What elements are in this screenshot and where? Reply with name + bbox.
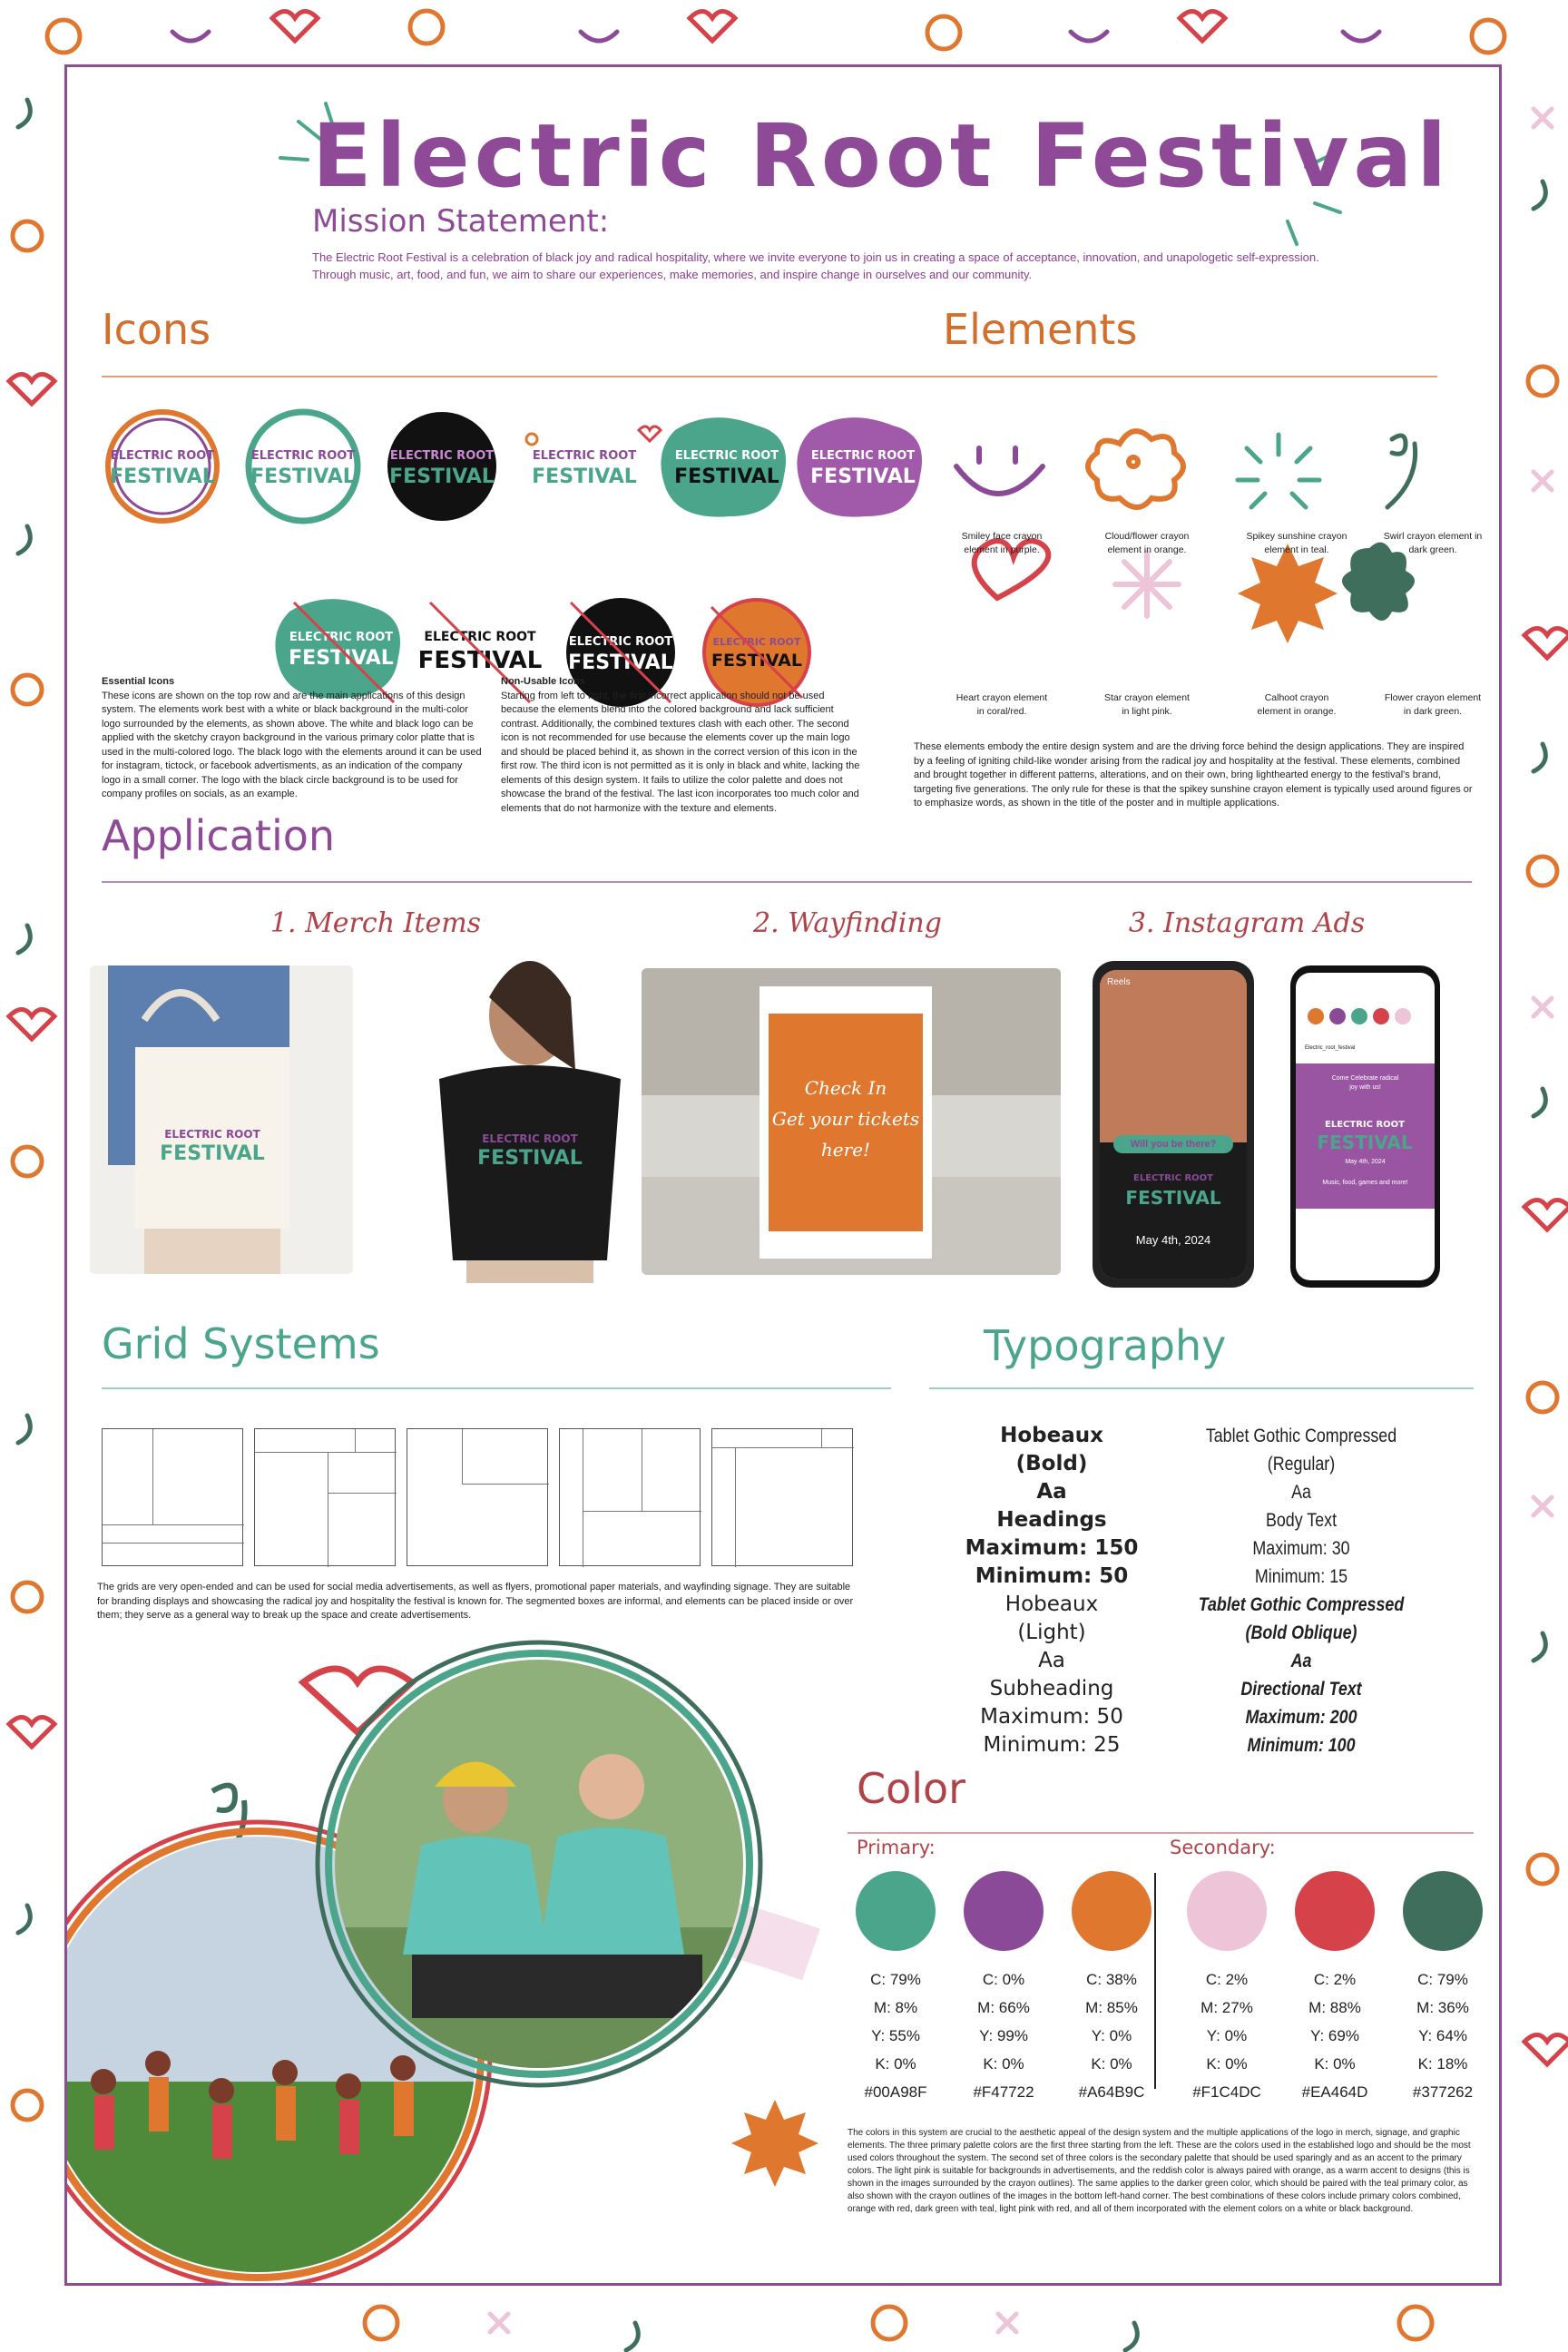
svg-text:ELECTRIC ROOT: ELECTRIC ROOT [532, 449, 637, 463]
elements-rule [938, 376, 1437, 377]
grid-rule [102, 1387, 891, 1389]
star-icon [1115, 553, 1179, 616]
swatch-m-value: M: 36% [1416, 1999, 1469, 2016]
logo-icon-black-circle [387, 412, 496, 521]
swatch-k-value: K: 0% [1091, 2055, 1132, 2073]
svg-text:FESTIVAL: FESTIVAL [250, 466, 356, 488]
swatch-y-value: Y: 0% [1206, 2027, 1248, 2044]
tablet-gothic-regular-spec: Tablet Gothic Compressed (Regular) Aa Body Text Maximum: 30 Minimum: 15 [1205, 1426, 1397, 1587]
swatch-c-value: C: 79% [870, 1971, 921, 1988]
poster-board [64, 64, 1502, 2286]
svg-text:ELECTRIC ROOT: ELECTRIC ROOT [482, 1132, 578, 1145]
svg-text:ELECTRIC ROOT: ELECTRIC ROOT [164, 1128, 260, 1141]
swatch-label-value: #F47722 [973, 2083, 1034, 2101]
story-question: Will you be there? [1113, 1135, 1233, 1153]
svg-text:FESTIVAL: FESTIVAL [674, 466, 779, 488]
swatch-m-value: M: 8% [873, 1999, 918, 2016]
color-swatch-circle [1295, 1871, 1375, 1951]
application-rule [102, 881, 1472, 883]
elements-text: These elements embody the entire design system and are the driving force behind the design applications. They are inspired by a feeling of igniting child-like wonder arising from the radical joy and hospitality at the festival. These elements, combined and brought together in different patterns, alterations, and on their own, bring lighthearted energy to the festival's brand, targeting five generations. The only rule for these is that the spikey sunshine crayon element is typically used around figures or to emphasize words, as shown in the title of the poster and in multiple applications. [914, 741, 1473, 808]
swatch-k-value: K: 0% [1206, 2055, 1248, 2073]
element-caption-8: Flower crayon element in dark green. [1384, 692, 1482, 717]
svg-text:ELECTRIC ROOT: ELECTRIC ROOT [424, 630, 536, 644]
primary-label: Primary: [857, 1837, 936, 1858]
typography-hobeaux [947, 1422, 1156, 1759]
secondary-label: Secondary: [1170, 1837, 1276, 1858]
swatch-k-value: K: 0% [983, 2055, 1024, 2073]
application-heading: Application [102, 811, 336, 860]
mission-heading: Mission Statement: [312, 203, 610, 240]
merch-tshirt-photo [403, 943, 657, 1283]
application-sub-instagram: 3. Instagram Ads [1128, 907, 1366, 939]
logo-icon-purple-crayon [797, 417, 922, 517]
wayfinding-sign-photo [642, 968, 1061, 1275]
instagram-post-phone [1290, 965, 1440, 1288]
svg-text:FESTIVAL: FESTIVAL [417, 647, 543, 674]
svg-text:ELECTRIC ROOT: ELECTRIC ROOT [389, 449, 495, 463]
wayfinding-sign-text: Check In Get your tickets here! [771, 1077, 920, 1161]
typography-tablet-gothic [1170, 1422, 1433, 1759]
svg-text:ELECTRIC ROOT: ELECTRIC ROOT [568, 635, 673, 649]
svg-text:ELECTRIC ROOT: ELECTRIC ROOT [1325, 1120, 1405, 1130]
svg-text:ELECTRIC ROOT: ELECTRIC ROOT [289, 631, 394, 644]
grid-heading: Grid Systems [102, 1319, 380, 1368]
crayon-elements-grid [938, 412, 1446, 720]
swatch-c-value: C: 38% [1086, 1971, 1137, 1988]
grid-layouts [102, 1428, 873, 1566]
svg-text:FESTIVAL: FESTIVAL [1317, 1132, 1413, 1153]
typography-rule [929, 1387, 1474, 1389]
essential-icons-block [102, 675, 483, 802]
swatch-label-value: #377262 [1412, 2083, 1474, 2101]
swatch-y-value: Y: 55% [871, 2027, 920, 2044]
calhoot-icon [1238, 544, 1338, 643]
color-text: The colors in this system are crucial to the aesthetic appeal of the design system and the multiple applications of the logo in merch, signage, and graphic elements. The three primary palette colors are the first three starting from the left. These are the colors used in the established logo and should be the most used colors throughout the system. The second set of three colors is the secondary palette that should be used sparingly and as an accent to the primary colors. The light pink is suitable for backgrounds in advertisements, and the reddish color is always paired with orange, as a warm accent to designs (this is shown in the images surrounded by the crayon outlines). The same applies to the darker green color, which should be paired with the teal primary color, as also shown with the crayon outlines of the images in the bottom left-hand corner. The best combinations of these colors include primary colors combined, orange with red, dark green with teal, light pink with red, and all of them incorporated with the element colors on a white or black background. [848, 2128, 1471, 2214]
icons-heading: Icons [102, 305, 211, 354]
svg-text:ELECTRIC ROOT: ELECTRIC ROOT [712, 636, 801, 648]
application-sub-wayfinding: 2. Wayfinding [753, 907, 942, 939]
logo-icon-teal-crayon [661, 417, 786, 517]
svg-text:FESTIVAL: FESTIVAL [568, 652, 673, 674]
swatch-m-value: M: 27% [1200, 1999, 1253, 2016]
festival-photo-collage [67, 1628, 884, 2286]
svg-text:FESTIVAL: FESTIVAL [810, 466, 916, 488]
smiley-face-icon [956, 448, 1043, 494]
swatch-y-value: Y: 99% [979, 2027, 1028, 2044]
grid-layout-1 [102, 1428, 243, 1566]
color-swatch-circle [856, 1871, 936, 1951]
element-caption-1: Smiley face crayon element in purple. [961, 531, 1043, 555]
post-headline: Come Celebrate radical joy with us! [1331, 1075, 1399, 1091]
grid-layout-2 [254, 1428, 396, 1566]
color-swatch-column [1285, 1871, 1385, 2106]
post-footer: Music, food, games and more! [1322, 1180, 1408, 1186]
element-caption-2: Cloud/flower crayon element in orange. [1104, 531, 1190, 555]
swatch-label-value: #EA464D [1301, 2083, 1368, 2101]
color-rule [848, 1832, 1474, 1834]
svg-text:ELECTRIC ROOT: ELECTRIC ROOT [250, 449, 356, 463]
essential-icons-text: These icons are shown on the top row and are the main applications of this design system. The elements work best with a white or black background in the multi-color logo surrounded by the elements, as shown above. The white and black logo can be applied with the sketchy crayon background in the various primary color platte that is used in the multi-colored logo. The black logo with the elements around it can be used for instagram, tictock, or facebook advertisments, as an indication of the company logo in a small corner. The logo with the black circle background is to be used for company profiles on socials, as an example. [102, 690, 482, 799]
svg-text:ELECTRIC ROOT: ELECTRIC ROOT [1133, 1173, 1213, 1183]
grid-layout-4 [559, 1428, 701, 1566]
svg-text:ELECTRIC ROOT: ELECTRIC ROOT [110, 449, 215, 463]
swatch-m-value: M: 85% [1085, 1999, 1138, 2016]
element-caption-7: Calhoot crayon element in orange. [1257, 692, 1337, 717]
typography-heading: Typography [984, 1321, 1227, 1370]
svg-text:FESTIVAL: FESTIVAL [711, 651, 802, 671]
swatch-label-value: #F1C4DC [1192, 2083, 1261, 2101]
nonusable-icons-block [501, 675, 864, 816]
grid-text: The grids are very open-ended and can be used for social media advertisements, as well as flyers, promotional paper materials, and wayfinding signage. They are suitable for branding displays and showcasing the radical joy and hospitality the festival is known for. The segmented boxes are informal, and elements can be placed inside or over them; they serve as a general way to break up the space and create advertisements. [97, 1582, 854, 1621]
merch-tote-photo [90, 965, 353, 1274]
swatch-c-value: C: 2% [1313, 1971, 1357, 1988]
swatch-y-value: Y: 69% [1310, 2027, 1359, 2044]
svg-text:ELECTRIC ROOT: ELECTRIC ROOT [810, 449, 916, 463]
element-caption-5: Heart crayon element in coral/red. [956, 692, 1048, 717]
color-swatch-circle [1403, 1871, 1483, 1951]
color-swatch-column [954, 1871, 1054, 2106]
color-swatch-column [1062, 1871, 1161, 2106]
color-heading: Color [857, 1764, 966, 1813]
element-caption-6: Star crayon element in light pink. [1104, 692, 1190, 717]
swatch-m-value: M: 66% [977, 1999, 1030, 2016]
grid-layout-3 [407, 1428, 548, 1566]
color-swatch-circle [1187, 1871, 1267, 1951]
svg-text:FESTIVAL: FESTIVAL [1125, 1187, 1221, 1209]
swatch-label-value: #00A98F [864, 2083, 927, 2101]
color-swatch-circle [1072, 1871, 1152, 1951]
element-caption-3: Spikey sunshine crayon element in teal. [1246, 531, 1348, 555]
logo-icon-multicolor-ring [108, 412, 217, 521]
swatch-k-value: K: 0% [875, 2055, 916, 2073]
story-date: May 4th, 2024 [1135, 1233, 1211, 1247]
swatch-k-value: K: 0% [1314, 2055, 1356, 2073]
swatch-y-value: Y: 64% [1418, 2027, 1467, 2044]
spikey-sunshine-icon [1238, 435, 1319, 507]
calhoot-doodle [731, 2100, 818, 2187]
swatch-label-value: #A64B9C [1078, 2083, 1145, 2101]
svg-text:FESTIVAL: FESTIVAL [289, 647, 394, 670]
swatch-k-value: K: 18% [1417, 2055, 1468, 2073]
color-swatch-column [846, 1871, 946, 2106]
mission-text: The Electric Root Festival is a celebration of black joy and radical hospitality, where we invite everyone to join us in creating a space of acceptance, innovation, and unapologetic self-expression. Through music, art, food, and fun, we aim to share our experiences, make memories, and inspire change in ourselves and our community. [312, 250, 1319, 281]
post-account: Electric_root_festival [1305, 1045, 1356, 1051]
swatch-m-value: M: 88% [1308, 1999, 1361, 2016]
logo-icon-elements [526, 426, 661, 488]
hobeaux-light-spec: Hobeaux (Light) Aa Subheading Maximum: 50 Minimum: 25 [980, 1592, 1123, 1757]
color-swatch-circle [964, 1871, 1044, 1951]
swatch-c-value: C: 79% [1417, 1971, 1468, 1988]
post-date: May 4th, 2024 [1345, 1159, 1386, 1165]
swatch-c-value: C: 2% [1205, 1971, 1249, 1988]
svg-text:FESTIVAL: FESTIVAL [532, 466, 637, 488]
svg-text:FESTIVAL: FESTIVAL [160, 1142, 265, 1165]
swirl-icon [1387, 436, 1416, 507]
nonusable-icons-heading: Non-Usable Icons [501, 676, 585, 687]
hobeaux-bold-spec: Hobeaux (Bold) Aa Headings Maximum: 150 Minimum: 50 [965, 1424, 1139, 1588]
tablet-gothic-oblique-spec: Tablet Gothic Compressed (Bold Oblique) Aa Directional Text Maximum: 200 Minimum: 100 [1198, 1594, 1405, 1756]
element-caption-4: Swirl crayon element in dark green. [1383, 531, 1483, 555]
color-swatch-column [1393, 1871, 1493, 2106]
logo-icon-teal-ring [249, 412, 358, 521]
swatch-y-value: Y: 0% [1091, 2027, 1132, 2044]
application-sub-merch: 1. Merch Items [270, 907, 482, 939]
svg-text:ELECTRIC ROOT: ELECTRIC ROOT [674, 449, 779, 463]
icons-rule [102, 376, 955, 377]
essential-icons-heading: Essential Icons [102, 676, 175, 687]
grid-layout-5 [711, 1428, 853, 1566]
swatch-c-value: C: 0% [982, 1971, 1025, 1988]
story-label: Reels [1107, 977, 1131, 987]
elements-heading: Elements [943, 305, 1138, 354]
svg-text:FESTIVAL: FESTIVAL [477, 1147, 583, 1170]
svg-text:FESTIVAL: FESTIVAL [110, 466, 215, 488]
color-swatch-column [1177, 1871, 1277, 2106]
poster-title: Electric Root Festival [312, 105, 1452, 207]
nonusable-icons-text: Starting from left to right, the first incorrect application should not be used because the elements blend into the colored background and lack sufficient contrast. Additionally, the combined textures clash with each other. The second icon is not recommended for use because the elements cover up the main logo and should be placed behind it, as shown in the correct version of this icon in the first row. The third icon is not permitted as it is only in black and white, lacking the elements of this design system. It fails to utilize the color palette and does not showcase the brand of the festival. The last icon incorporates too much color and elements that do not harmonize with the texture and elements. [501, 690, 860, 814]
cloud-flower-icon [1088, 431, 1183, 507]
svg-text:FESTIVAL: FESTIVAL [389, 466, 495, 488]
instagram-story-phone [1093, 961, 1254, 1288]
